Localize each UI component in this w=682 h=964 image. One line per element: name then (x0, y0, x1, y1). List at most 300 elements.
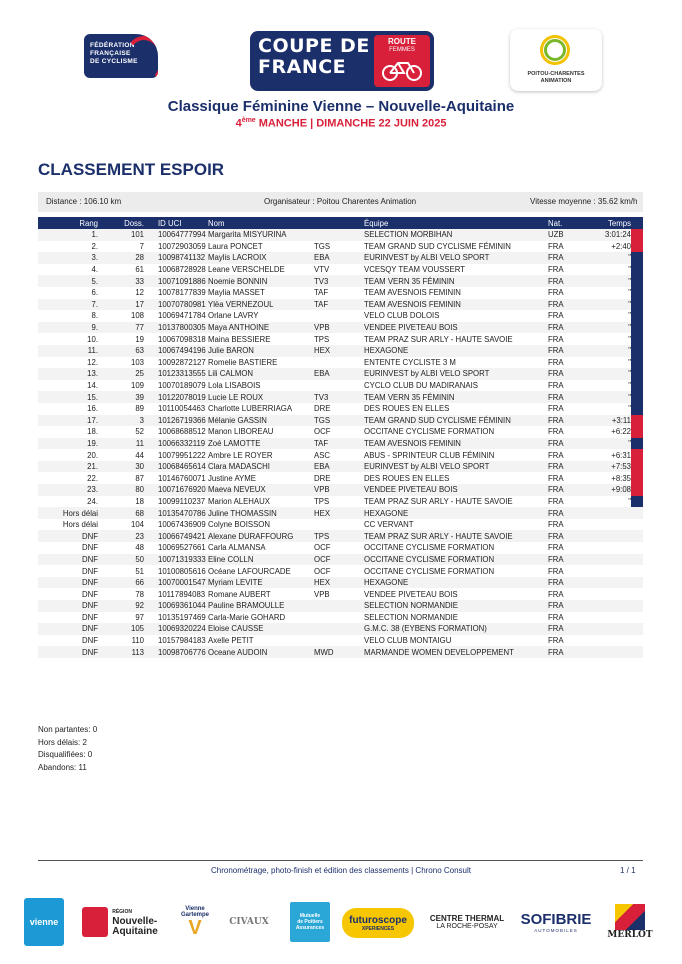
marker-bar (631, 310, 643, 322)
marker-bar (631, 496, 643, 508)
cell-abbr: HEX (314, 507, 364, 519)
cell-equipe: OCCITANE CYCLISME FORMATION (364, 427, 495, 437)
table-row (38, 391, 643, 403)
cell-doss: 108 (130, 311, 144, 321)
cell-uci: 10066332119 (150, 438, 206, 450)
col-abbr (314, 217, 364, 229)
cell-equipe: TEAM GRAND SUD CYCLISME FÉMININ (364, 241, 511, 251)
cell-temps (596, 623, 631, 635)
cell-nat: FRA (548, 415, 596, 427)
disqualifiees: Disqualifiées: 0 (38, 750, 93, 759)
ffc-swoosh-icon (124, 36, 158, 78)
cell-uci: 10110054463 (158, 404, 206, 414)
cell-temps (596, 519, 631, 531)
cell-nat: FRA (548, 357, 564, 367)
cell-temps: " (628, 311, 631, 321)
cell-uci: 10068728928 (158, 265, 206, 275)
cell-doss: 25 (102, 368, 150, 380)
cell-equipe: MARMANDE WOMEN DEVELOPPEMENT (364, 646, 548, 658)
cell-doss: 19 (135, 334, 144, 344)
cell-nat: FRA (548, 496, 564, 506)
row-marker (631, 554, 643, 566)
cell-nom: Margarita MISYURINA (206, 229, 314, 241)
cell-rang: Hors délai (38, 507, 102, 519)
table-row (38, 612, 643, 624)
cell-equipe: VCESQY TEAM VOUSSERT (364, 265, 465, 275)
row-marker (631, 426, 643, 438)
cell-uci: 10070780981 (150, 299, 206, 311)
cell-equipe: DES ROUES EN ELLES (364, 404, 450, 414)
cell-doss: 66 (102, 577, 150, 589)
organisateur-info: Organisateur : Poitou Charentes Animation (264, 197, 417, 206)
sponsor-sofibrie-logo: SOFIBRIE AUTOMOBILES (520, 911, 592, 933)
cell-doss: 68 (102, 507, 150, 519)
cell-nom: Clara MADASCHI (206, 461, 314, 473)
sponsors-bar (20, 898, 665, 948)
cell-nat: FRA (548, 566, 564, 576)
cell-abbr: TAF (314, 288, 329, 298)
cell-uci: 10069361044 (150, 600, 206, 612)
cell-uci: 10146760071 (158, 473, 206, 483)
table-row (38, 472, 643, 484)
marker-bar (631, 345, 643, 357)
non-partantes: Non partantes: 0 (38, 725, 98, 734)
cell-doss: 103 (130, 357, 144, 367)
cell-equipe: VENDEE PIVETEAU BOIS (364, 322, 548, 334)
sponsor-region-logo: RÉGION Nouvelle- Aquitaine (74, 898, 166, 946)
row-marker (631, 357, 643, 369)
cell-abbr: VPB (314, 322, 364, 334)
cell-uci: 10067098318 (158, 334, 206, 344)
cell-nat: FRA (548, 646, 596, 658)
cell-abbr: OCF (314, 566, 331, 576)
cell-abbr: OCF (314, 543, 331, 553)
marker-bar (631, 299, 643, 311)
cell-nat: FRA (548, 391, 596, 403)
cell-nat: FRA (548, 612, 564, 622)
cell-nom: Maya ANTHOINE (206, 322, 314, 334)
cell-nom: Océane LAFOURCADE (208, 566, 291, 576)
sponsor-vienne-gartempe-logo: Vienne Gartempe V (180, 906, 209, 939)
cell-doss: 12 (135, 288, 144, 298)
table-row (38, 461, 643, 473)
results-table (38, 217, 643, 658)
cell-nom: Lili CALMON (206, 368, 314, 380)
cell-doss: 51 (135, 566, 144, 576)
cell-doss: 44 (135, 450, 144, 460)
cell-uci: 10135470786 (150, 507, 206, 519)
cell-rang: 2. (91, 241, 98, 251)
cell-temps: " (628, 334, 631, 344)
marker-bar (631, 484, 643, 496)
table-row (38, 542, 643, 554)
cell-abbr: VPB (314, 589, 330, 599)
cell-nom: Carla ALMANSA (208, 543, 266, 553)
cell-abbr: EBA (314, 368, 364, 380)
row-marker (631, 623, 643, 635)
cell-equipe: TEAM GRAND SUD CYCLISME FÉMININ (364, 415, 548, 427)
table-row (38, 299, 643, 311)
cell-temps: " (628, 288, 631, 298)
cell-abbr: DRE (314, 473, 331, 483)
cell-temps: " (628, 381, 631, 391)
cell-uci: 10071319333 (150, 554, 206, 566)
cell-uci: 10092872127 (158, 357, 206, 367)
table-row (38, 426, 643, 438)
pca-logo-line1: POITOU-CHARENTES (527, 71, 585, 77)
marker-bar (631, 472, 643, 484)
table-row (38, 333, 643, 345)
cell-equipe: TEAM PRAZ SUR ARLY - HAUTE SAVOIE (364, 496, 513, 506)
cell-temps (596, 542, 631, 554)
cell-nat: FRA (548, 368, 596, 380)
cell-rang: 21. (38, 461, 102, 473)
cell-uci: 10064777994 (150, 229, 206, 241)
row-marker (631, 635, 643, 647)
cell-doss: 97 (135, 612, 144, 622)
cell-doss: 109 (130, 381, 144, 391)
route-femmes-badge (374, 35, 430, 87)
cell-doss: 78 (135, 589, 144, 599)
cell-nat: FRA (548, 473, 564, 483)
cell-equipe: TEAM VERN 35 FÉMININ (364, 275, 548, 287)
cell-temps (596, 635, 631, 647)
row-marker (631, 380, 643, 392)
cell-uci: 10099110237 (158, 496, 206, 506)
cell-temps: " (596, 322, 631, 334)
cell-uci: 10067436909 (158, 520, 206, 530)
cell-temps (596, 554, 631, 566)
cell-nat: FRA (548, 438, 596, 450)
poitou-charentes-animation-logo (510, 29, 602, 91)
cell-equipe: TEAM AVESNOIS FEMININ (364, 438, 548, 450)
row-marker (631, 461, 643, 473)
table-row (38, 310, 643, 322)
cell-rang: 17. (38, 415, 102, 427)
marker-bar (631, 287, 643, 299)
cell-nom: Manon LIBOREAU (208, 427, 274, 437)
cell-rang: 9. (38, 322, 102, 334)
cell-uci: 10070189079 (158, 381, 206, 391)
cell-temps: " (596, 438, 631, 450)
cell-equipe: SELECTION NORMANDIE (364, 612, 459, 622)
row-marker (631, 391, 643, 403)
cell-nom: Oceane AUDOIN (206, 646, 314, 658)
row-marker (631, 449, 643, 461)
col-uci: ID UCI (150, 217, 206, 229)
cell-equipe: ABUS - SPRINTEUR CLUB FÉMININ (364, 450, 495, 460)
cell-nom: Marion ALEHAUX (208, 496, 270, 506)
sponsor-futuroscope-logo: futuroscope XPERIENCES (342, 908, 414, 938)
cell-nat: FRA (548, 461, 596, 473)
race-title: Classique Féminine Vienne – Nouvelle-Aquitaine (167, 98, 515, 115)
marker-bar (631, 322, 643, 334)
vitesse-info: Vitesse moyenne : 35.62 km/h (530, 197, 638, 206)
row-marker (631, 415, 643, 427)
sponsor-civaux-logo: CIVAUX (229, 917, 269, 927)
pca-logo-line2: ANIMATION (540, 78, 572, 84)
hors-delais: Hors délais: 2 (38, 737, 87, 747)
cell-nat: FRA (548, 252, 596, 264)
table-row (38, 241, 643, 253)
cell-equipe: G.M.C. 38 (EYBENS FORMATION) (364, 623, 548, 635)
cell-rang: DNF (38, 554, 102, 566)
col-nat: Nat. (548, 217, 596, 229)
table-row (38, 588, 643, 600)
stage-subtitle (0, 117, 682, 130)
cell-temps: " (596, 299, 631, 311)
cell-doss: 110 (131, 636, 144, 646)
cell-temps: " (628, 357, 631, 367)
cell-uci: 10157984183 (158, 636, 206, 646)
table-row (38, 322, 643, 334)
row-marker (631, 403, 643, 415)
cell-abbr: VPB (314, 484, 364, 496)
cell-nom: Eloise CAUSSE (206, 623, 314, 635)
col-mark (631, 217, 643, 229)
cell-uci: 10123313555 (150, 368, 206, 380)
cell-equipe: HEXAGONE (364, 345, 548, 357)
col-rang: Rang (38, 217, 102, 229)
cell-temps (596, 507, 631, 519)
cell-equipe: VELO CLUB DOLOIS (364, 311, 440, 321)
cell-rang: 20. (87, 450, 98, 460)
cell-nat: FRA (548, 450, 564, 460)
col-equipe: Équipe (364, 217, 548, 229)
marker-bar (631, 461, 643, 473)
cell-nat: FRA (548, 322, 596, 334)
cell-equipe: VENDEE PIVETEAU BOIS (364, 484, 548, 496)
cell-temps: " (628, 265, 631, 275)
cell-nom: Ylëa VERNEZOUL (206, 299, 314, 311)
cell-equipe: VENDEE PIVETEAU BOIS (364, 589, 458, 599)
stage-sup: ème (241, 117, 256, 124)
cell-temps: " (596, 275, 631, 287)
cell-equipe: SELECTION MORBIHAN (364, 229, 548, 241)
cell-nom: Orlane LAVRY (208, 311, 259, 321)
cell-nom: Eline COLLN (206, 554, 314, 566)
cell-nom: Pauline BRAMOULLE (206, 600, 314, 612)
row-marker (631, 264, 643, 276)
region-shield-icon (82, 907, 108, 937)
cell-equipe: CYCLO CLUB DU MADIRANAIS (364, 381, 478, 391)
cell-doss: 28 (102, 252, 150, 264)
row-marker (631, 333, 643, 345)
cell-equipe: VELO CLUB MONTAIGU (364, 636, 452, 646)
marker-bar (631, 368, 643, 380)
cell-abbr: TGS (314, 241, 331, 251)
cell-nat: FRA (548, 554, 596, 566)
cell-rang: 1. (38, 229, 102, 241)
cell-doss: 89 (135, 404, 144, 414)
cell-uci: 10070001547 (150, 577, 206, 589)
cell-uci: 10069320224 (150, 623, 206, 635)
cell-temps (596, 646, 631, 658)
marker-bar (631, 333, 643, 345)
table-row (38, 229, 643, 241)
sponsor-mutuelle-logo: Mutuelle de Poitiers Assurances (290, 902, 330, 942)
cell-abbr: VTV (314, 265, 330, 275)
cell-uci: 10069527661 (158, 543, 206, 553)
table-row (38, 252, 643, 264)
cell-temps: 3:01:24 (596, 229, 631, 241)
table-row (38, 438, 643, 450)
cell-nom: Julie BARON (206, 345, 314, 357)
row-marker (631, 368, 643, 380)
cell-equipe: OCCITANE CYCLISME FORMATION (364, 554, 548, 566)
row-marker (631, 322, 643, 334)
cell-rang: 16. (87, 404, 98, 414)
cell-rang: 7. (38, 299, 102, 311)
row-marker (631, 299, 643, 311)
row-marker (631, 565, 643, 577)
cell-doss: 61 (135, 265, 144, 275)
cell-nom: Maylia MASSET (208, 288, 265, 298)
cell-abbr (314, 635, 364, 647)
cell-uci: 10072903059 (158, 241, 206, 251)
coupe-de-france-logo (250, 31, 434, 91)
cell-nom: Myriam LEVITE (206, 577, 314, 589)
cell-nom: Alexane DURAFFOURG (206, 530, 314, 542)
cell-temps (596, 588, 631, 600)
cell-uci: 10098706776 (150, 646, 206, 658)
row-marker (631, 519, 643, 531)
footer-divider (38, 860, 643, 861)
table-row (38, 449, 643, 461)
row-marker (631, 588, 643, 600)
row-marker (631, 345, 643, 357)
cell-rang: DNF (38, 623, 102, 635)
cell-nom: Colyne BOISSON (208, 520, 270, 530)
cell-nat: FRA (548, 265, 564, 275)
cell-uci: 10068688512 (158, 427, 206, 437)
row-marker (631, 496, 643, 508)
cell-rang: DNF (38, 600, 102, 612)
cell-abbr (314, 519, 364, 531)
cell-abbr: DRE (314, 404, 331, 414)
cell-equipe: EURINVEST by ALBI VELO SPORT (364, 252, 548, 264)
cell-uci: 10069471784 (158, 311, 206, 321)
ffc-logo-line1: FÉDÉRATION (90, 42, 135, 49)
cell-nat: FRA (548, 530, 596, 542)
table-row (38, 600, 643, 612)
cell-nom: Laura PONCET (208, 241, 263, 251)
cell-temps: " (628, 404, 631, 414)
table-row (38, 577, 643, 589)
cell-nom: Zoé LAMOTTE (206, 438, 314, 450)
cell-nat: FRA (548, 484, 596, 496)
cell-abbr: OCF (314, 554, 364, 566)
cell-equipe: DES ROUES EN ELLES (364, 473, 450, 483)
row-marker (631, 542, 643, 554)
marker-bar (631, 438, 643, 450)
cell-nat: UZB (548, 229, 596, 241)
pca-cyclist-icon (544, 39, 566, 61)
table-row (38, 635, 643, 647)
row-marker (631, 438, 643, 450)
marker-bar (631, 426, 643, 438)
cell-temps (596, 612, 631, 624)
row-marker (631, 612, 643, 624)
table-row (38, 496, 643, 508)
cell-temps: +6:22 (611, 427, 631, 437)
cell-equipe: TEAM PRAZ SUR ARLY - HAUTE SAVOIE (364, 334, 513, 344)
cell-rang: 15. (38, 391, 102, 403)
table-row (38, 484, 643, 496)
cell-doss: 48 (135, 543, 144, 553)
row-marker (631, 229, 643, 241)
marker-bar (631, 403, 643, 415)
cell-nom: Justine AYME (208, 473, 256, 483)
cell-rang: 18. (87, 427, 98, 437)
table-row (38, 519, 643, 531)
cell-uci: 10137800305 (150, 322, 206, 334)
cell-doss: 33 (102, 275, 150, 287)
cell-uci: 10067494196 (150, 345, 206, 357)
row-marker (631, 472, 643, 484)
row-marker (631, 600, 643, 612)
cell-temps: +6:31 (611, 450, 631, 460)
cell-nom: Noemie BONNIN (206, 275, 314, 287)
marker-bar (631, 229, 643, 241)
cell-rang: 12. (87, 357, 98, 367)
cell-temps (596, 565, 631, 577)
merlot-flag-icon (615, 904, 645, 930)
cell-abbr: EBA (314, 252, 364, 264)
cell-doss: 39 (102, 391, 150, 403)
cell-doss: 52 (135, 427, 144, 437)
cell-abbr: TPS (314, 496, 330, 506)
table-header-row (38, 217, 643, 229)
race-stats (38, 724, 97, 774)
cell-uci: 10068465614 (150, 461, 206, 473)
distance-info: Distance : 106.10 km (46, 197, 122, 206)
cell-rang: 3. (38, 252, 102, 264)
cell-abbr: OCF (314, 427, 331, 437)
cell-equipe: TEAM AVESNOIS FEMININ (364, 288, 461, 298)
cell-abbr: MWD (314, 646, 364, 658)
col-nom: Nom (206, 217, 314, 229)
cell-abbr (314, 612, 364, 624)
cell-abbr (314, 600, 364, 612)
cell-doss: 113 (102, 646, 150, 658)
cell-doss: 101 (102, 229, 150, 241)
cell-temps: " (596, 252, 631, 264)
cell-doss: 7 (139, 241, 144, 251)
row-marker (631, 646, 643, 658)
row-marker (631, 252, 643, 264)
cell-abbr (314, 229, 364, 241)
cell-abbr: TV3 (314, 391, 364, 403)
row-marker (631, 577, 643, 589)
cell-doss: 23 (102, 530, 150, 542)
marker-bar (631, 264, 643, 276)
cell-abbr (314, 380, 364, 392)
cell-nat: FRA (548, 288, 564, 298)
cell-uci: 10066749421 (150, 530, 206, 542)
cell-equipe: TEAM PRAZ SUR ARLY - HAUTE SAVOIE (364, 530, 548, 542)
cell-temps (596, 577, 631, 589)
row-marker (631, 287, 643, 299)
sponsor-merlot-logo: MERLOT (604, 898, 656, 946)
cell-rang: Hors délai (62, 520, 98, 530)
row-marker (631, 241, 643, 253)
sponsor-vienne-logo: vienne (24, 898, 64, 946)
cell-doss: 11 (102, 438, 150, 450)
cell-nat: FRA (548, 507, 596, 519)
table-row (38, 415, 643, 427)
page-number: 1 / 1 (620, 866, 636, 875)
